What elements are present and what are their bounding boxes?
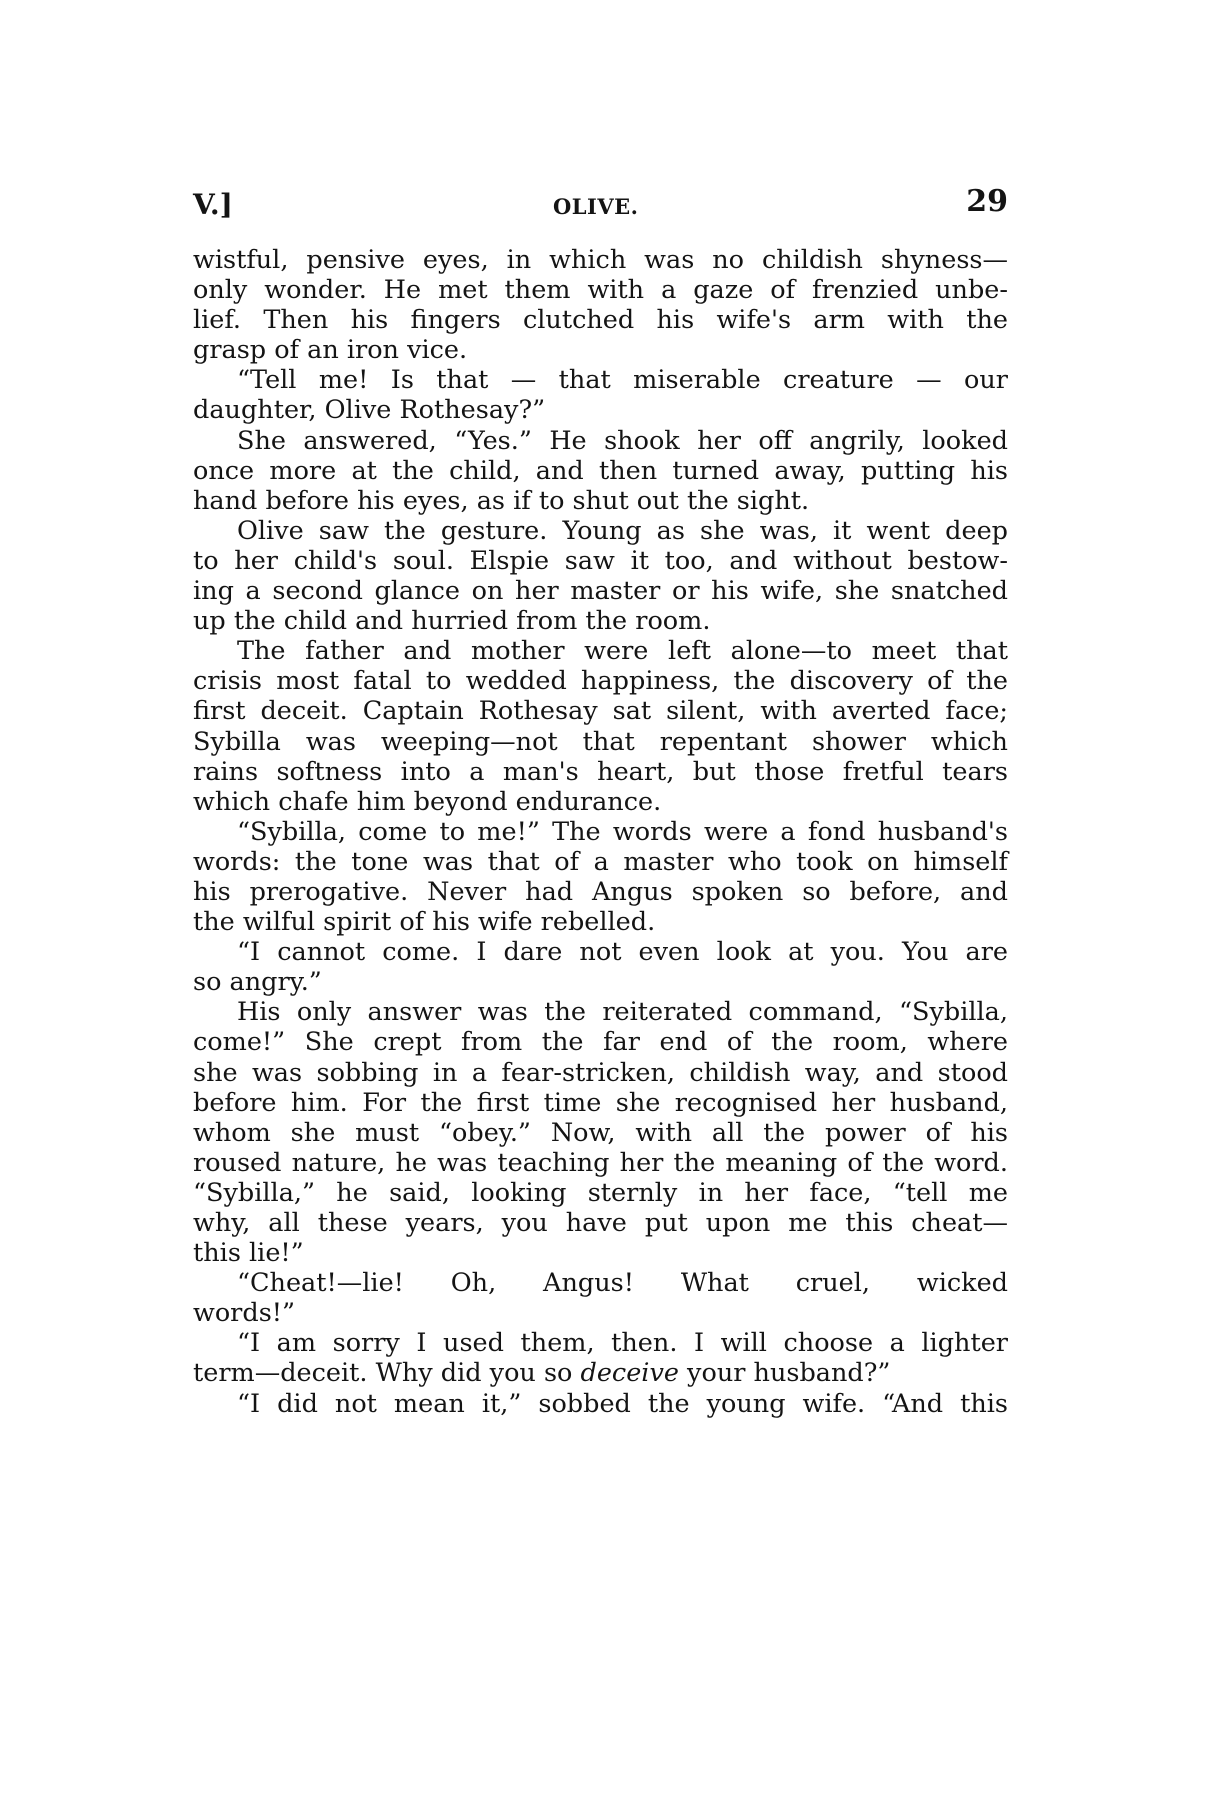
text-line: Sybilla was weeping—not that repentant shower which — [193, 726, 1008, 757]
text-line: only wonder. He met them with a gaze of frenzied unbe- — [193, 275, 1008, 306]
text-line: so angry.” — [193, 967, 322, 998]
text-line: “Sybilla, come to me!” The words were a fond husband's — [237, 816, 1008, 847]
running-title: OLIVE. — [553, 194, 639, 219]
text-line: whom she must “obey.” Now, with all the power of his — [193, 1117, 1008, 1148]
text-line: come!” She crept from the far end of the room, where — [193, 1027, 1008, 1058]
text-line: wistful, pensive eyes, in which was no childish shyness— — [193, 245, 1008, 275]
text-line: daughter, Olive Rothesay?” — [193, 395, 546, 426]
text-line: term—deceit. Why did you so deceive your husband?” — [193, 1358, 891, 1389]
text-line: His only answer was the reiterated command, “Sybilla, — [237, 997, 1008, 1028]
chapter-number: V.] — [193, 188, 233, 221]
text-line: The father and mother were left alone—to meet that — [237, 636, 1008, 667]
text-line: “I am sorry I used them, then. I will choose a lighter — [237, 1328, 1008, 1359]
text-line: “Cheat!—lie! Oh, Angus! What cruel, wicked — [237, 1268, 1008, 1299]
text-line: words: the tone was that of a master who took on himself — [193, 846, 1008, 877]
emphasis: deceive — [580, 1358, 679, 1389]
text-line: before him. For the first time she recognised her husband, — [193, 1087, 1008, 1118]
running-header — [193, 184, 1008, 228]
text-line: hand before his eyes, as if to shut out the sight. — [193, 485, 810, 516]
text-line: once more at the child, and then turned away, putting his — [193, 455, 1008, 486]
text-line: rains softness into a man's heart, but those fretful tears — [193, 756, 1008, 787]
text-line: grasp of an iron vice. — [193, 335, 468, 366]
text-line: ing a second glance on her master or his wife, she snatched — [193, 576, 1008, 607]
text-line: to her child's soul. Elspie saw it too, and without bestow- — [193, 545, 1008, 576]
text-line: crisis most fatal to wedded happiness, the discovery of the — [193, 666, 1008, 697]
text-line: She answered, “Yes.” He shook her off angrily, looked — [237, 425, 1008, 456]
text-line: “Sybilla,” he said, looking sternly in her face, “tell me — [193, 1177, 1008, 1208]
text-line: “I did not mean it,” sobbed the young wife. “And this — [237, 1388, 1008, 1419]
text-line: the wilful spirit of his wife rebelled. — [193, 907, 656, 938]
text-line: his prerogative. Never had Angus spoken so before, and — [193, 876, 1008, 907]
text-line: roused nature, he was teaching her the meaning of the word. — [193, 1147, 1008, 1178]
text-line: why, all these years, you have put upon me this cheat— — [193, 1208, 1008, 1238]
text-line: first deceit. Captain Rothesay sat silent, with averted face; — [193, 696, 1008, 727]
text-line: lief. Then his fingers clutched his wife's arm with the — [193, 305, 1008, 336]
text-line: words!” — [193, 1298, 296, 1329]
text-line: this lie!” — [193, 1238, 304, 1269]
text-line: she was sobbing in a fear-stricken, childish way, and stood — [193, 1057, 1008, 1088]
body-text — [193, 245, 1008, 1419]
text-line: up the child and hurried from the room. — [193, 606, 711, 637]
text-line: Olive saw the gesture. Young as she was, it went deep — [237, 515, 1008, 546]
page-number: 29 — [966, 184, 1008, 219]
text-line: “Tell me! Is that — that miserable creature — our — [237, 365, 1008, 396]
text-line: which chafe him beyond endurance. — [193, 786, 662, 817]
text-line: “I cannot come. I dare not even look at you. You are — [237, 937, 1008, 968]
